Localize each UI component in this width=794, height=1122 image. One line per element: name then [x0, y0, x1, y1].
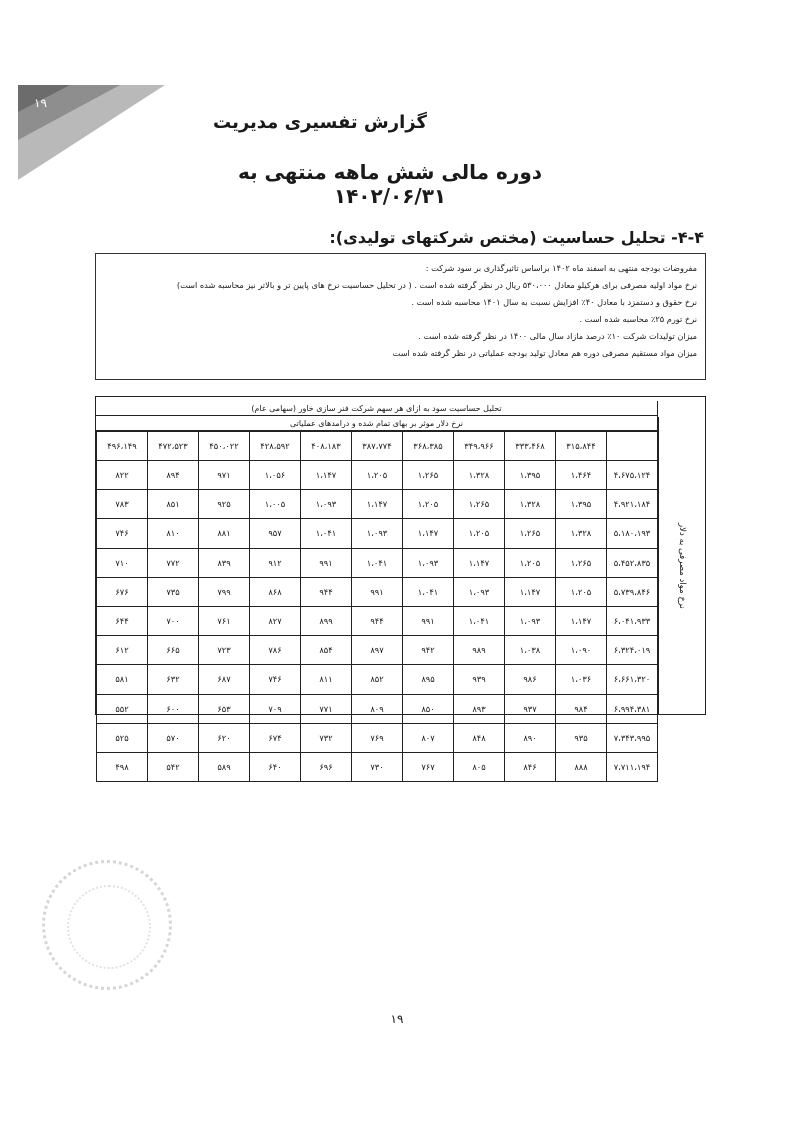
- table-row: [97, 636, 658, 665]
- row-label: ۶،۰۴۱،۹۳۳: [607, 606, 658, 635]
- row-axis-label: [658, 417, 705, 714]
- table-cell: ۱،۱۴۷: [403, 519, 454, 548]
- column-header: ۳۸۷،۷۷۴: [352, 432, 403, 461]
- table-cell: ۸۹۴: [148, 461, 199, 490]
- table-cell: ۹۸۶: [505, 665, 556, 694]
- table-row: [97, 723, 658, 752]
- column-header: ۴۲۸،۵۹۲: [250, 432, 301, 461]
- table-row: [97, 519, 658, 548]
- row-label: ۴،۹۲۱،۱۸۴: [607, 490, 658, 519]
- table-cell: ۱،۰۹۳: [454, 577, 505, 606]
- table-cell: ۹۹۱: [403, 606, 454, 635]
- table-cell: ۶۲۰: [199, 723, 250, 752]
- table-cell: ۷۰۹: [250, 694, 301, 723]
- table-cell: ۸۰۷: [403, 723, 454, 752]
- table-cell: ۹۴۲: [403, 636, 454, 665]
- table-row: [97, 577, 658, 606]
- table-cell: ۱،۱۴۷: [301, 461, 352, 490]
- table-cell: ۷۶۷: [403, 752, 454, 781]
- table-cell: ۶۶۵: [148, 636, 199, 665]
- table-cell: ۸۹۵: [403, 665, 454, 694]
- corner-cell: [607, 432, 658, 461]
- row-label: ۷،۷۱۱،۱۹۴: [607, 752, 658, 781]
- table-row: [97, 606, 658, 635]
- table-cell: ۸۸۸: [556, 752, 607, 781]
- table-cell: ۶۵۳: [199, 694, 250, 723]
- table-cell: ۶۴۴: [97, 606, 148, 635]
- table-subtitle: نرخ دلار موثر بر بهای تمام شده و درامدهای عملیاتی: [96, 416, 658, 431]
- table-cell: ۹۲۵: [199, 490, 250, 519]
- column-header: ۴۹۶،۱۴۹: [97, 432, 148, 461]
- table-row: [97, 665, 658, 694]
- table-cell: ۷۴۶: [250, 665, 301, 694]
- table-row: [97, 548, 658, 577]
- assumption-line: نرخ تورم ۲۵٪ محاسبه شده است .: [579, 314, 697, 324]
- table-cell: ۸۹۰: [505, 723, 556, 752]
- table-cell: ۷۶۱: [199, 606, 250, 635]
- table-cell: ۸۸۱: [199, 519, 250, 548]
- table-cell: ۹۴۴: [301, 577, 352, 606]
- table-cell: ۱،۰۴۱: [352, 548, 403, 577]
- table-cell: ۷۹۹: [199, 577, 250, 606]
- table-cell: ۸۰۵: [454, 752, 505, 781]
- table-cell: ۹۸۹: [454, 636, 505, 665]
- table-cell: ۵۴۲: [148, 752, 199, 781]
- corner-decoration: [0, 0, 170, 180]
- column-header: ۴۷۲،۵۲۳: [148, 432, 199, 461]
- assumption-line: نرخ مواد اولیه مصرفی برای هرکیلو معادل ۵۳۰،۰۰۰ ریال در نظر گرفته شده است . ( در تحلیل حساسیت نرخ های پایین تر و بالاتر نیز محاسبه شده است): [176, 280, 697, 290]
- table-cell: ۸۲۷: [250, 606, 301, 635]
- table-cell: ۹۳۷: [505, 694, 556, 723]
- table-cell: ۸۹۷: [352, 636, 403, 665]
- table-cell: ۱،۰۴۱: [454, 606, 505, 635]
- row-axis-label-text: نرخ مواد مصرفی به دلار: [677, 522, 687, 609]
- table-cell: ۱،۱۴۷: [352, 490, 403, 519]
- table-cell: ۵۸۹: [199, 752, 250, 781]
- table-cell: ۸۹۳: [454, 694, 505, 723]
- table-cell: ۱،۲۰۵: [556, 577, 607, 606]
- table-cell: ۱،۲۶۵: [403, 461, 454, 490]
- table-cell: ۸۲۲: [97, 461, 148, 490]
- table-header-row: [97, 432, 658, 461]
- table-cell: ۸۱۱: [301, 665, 352, 694]
- table-cell: ۷۳۵: [148, 577, 199, 606]
- table-cell: ۵۸۱: [97, 665, 148, 694]
- table-cell: ۱،۰۳۸: [505, 636, 556, 665]
- table-cell: ۱،۰۴۱: [301, 519, 352, 548]
- table-cell: ۱،۰۰۵: [250, 490, 301, 519]
- table-cell: ۵۵۲: [97, 694, 148, 723]
- row-label: ۴،۶۷۵،۱۲۴: [607, 461, 658, 490]
- table-cell: ۱،۲۰۵: [454, 519, 505, 548]
- table-cell: ۷۷۲: [148, 548, 199, 577]
- table-cell: ۱،۰۹۳: [301, 490, 352, 519]
- table-cell: ۷۸۳: [97, 490, 148, 519]
- section-heading: ۴-۴- تحلیل حساسیت (مختص شرکتهای تولیدی):: [329, 228, 704, 247]
- table-cell: ۹۹۱: [301, 548, 352, 577]
- column-header: ۳۴۹،۹۶۶: [454, 432, 505, 461]
- table-cell: ۱،۰۹۰: [556, 636, 607, 665]
- table-cell: ۹۹۱: [352, 577, 403, 606]
- table-cell: ۱،۳۲۸: [505, 490, 556, 519]
- company-seal: [42, 860, 172, 990]
- table-cell: ۹۳۵: [556, 723, 607, 752]
- table-cell: ۷۳۰: [352, 752, 403, 781]
- table-cell: ۱،۱۴۷: [505, 577, 556, 606]
- table-cell: ۱،۴۶۴: [556, 461, 607, 490]
- table-cell: ۸۳۹: [199, 548, 250, 577]
- table-cell: ۱،۳۹۵: [556, 490, 607, 519]
- table-cell: ۱،۱۴۷: [556, 606, 607, 635]
- table-cell: ۱،۱۴۷: [454, 548, 505, 577]
- table-cell: ۸۶۸: [250, 577, 301, 606]
- table-cell: ۷۴۶: [97, 519, 148, 548]
- row-label: ۵،۱۸۰،۱۹۳: [607, 519, 658, 548]
- column-header: ۳۱۵،۸۴۴: [556, 432, 607, 461]
- table-cell: ۸۵۲: [352, 665, 403, 694]
- assumption-line: میزان تولیدات شرکت ۱۰٪ درصد مازاد سال مالی ۱۴۰۰ در نظر گرفته شده است .: [418, 331, 697, 341]
- table-cell: ۹۳۹: [454, 665, 505, 694]
- row-label: ۶،۳۲۴،۰۱۹: [607, 636, 658, 665]
- assumption-line: میزان مواد مستقیم مصرفی دوره هم معادل تولید بودجه عملیاتی در نظر گرفته شده است: [392, 348, 697, 358]
- table-cell: ۱،۲۶۵: [556, 548, 607, 577]
- table-row: [97, 490, 658, 519]
- corner-page-number: ۱۹: [34, 96, 47, 110]
- column-header: ۳۶۸،۳۸۵: [403, 432, 454, 461]
- table-cell: ۱،۳۲۸: [454, 461, 505, 490]
- table-cell: ۱،۰۹۳: [352, 519, 403, 548]
- row-label: ۶،۹۹۴،۳۸۱: [607, 694, 658, 723]
- table-cell: ۱،۲۰۵: [352, 461, 403, 490]
- table-cell: ۸۴۶: [505, 752, 556, 781]
- table-cell: ۸۵۱: [148, 490, 199, 519]
- table-cell: ۶۷۶: [97, 577, 148, 606]
- table-cell: ۶۰۰: [148, 694, 199, 723]
- table-cell: ۱،۰۹۳: [403, 548, 454, 577]
- assumption-line: نرخ حقوق و دستمزد با معادل ۴۰٪ افزایش نسبت به سال ۱۴۰۱ محاسبه شده است .: [411, 297, 697, 307]
- table-cell: ۱،۳۹۵: [505, 461, 556, 490]
- table-cell: ۵۷۰: [148, 723, 199, 752]
- table-cell: ۱،۲۰۵: [505, 548, 556, 577]
- column-header: ۳۳۳،۴۶۸: [505, 432, 556, 461]
- column-header: ۴۵۰،۰۲۲: [199, 432, 250, 461]
- table-title: تحلیل حساسیت سود به ازای هر سهم شرکت فنر سازی خاور (سهامی عام): [96, 401, 658, 416]
- table-cell: ۶۹۶: [301, 752, 352, 781]
- table-row: [97, 694, 658, 723]
- table-cell: ۱،۰۹۳: [505, 606, 556, 635]
- table-cell: ۸۵۴: [301, 636, 352, 665]
- table-cell: ۷۲۳: [199, 636, 250, 665]
- table-cell: ۷۸۶: [250, 636, 301, 665]
- table-cell: ۱،۰۵۶: [250, 461, 301, 490]
- table-cell: ۶۱۲: [97, 636, 148, 665]
- table-cell: ۶۴۰: [250, 752, 301, 781]
- table-cell: ۹۱۲: [250, 548, 301, 577]
- table-cell: ۵۲۵: [97, 723, 148, 752]
- table-cell: ۹۵۷: [250, 519, 301, 548]
- assumption-line: مفروضات بودجه منتهی به اسفند ماه ۱۴۰۲ براساس تاثیرگذاری بر سود شرکت :: [425, 263, 697, 273]
- table-cell: ۱،۲۰۵: [403, 490, 454, 519]
- table-cell: ۸۴۸: [454, 723, 505, 752]
- table-cell: ۶۸۷: [199, 665, 250, 694]
- table-cell: ۱،۲۶۵: [454, 490, 505, 519]
- table-cell: ۷۱۰: [97, 548, 148, 577]
- table-cell: ۱،۰۴۱: [403, 577, 454, 606]
- table-row: [97, 752, 658, 781]
- column-header: ۴۰۸،۱۸۳: [301, 432, 352, 461]
- table-cell: ۶۷۴: [250, 723, 301, 752]
- row-label: ۶،۶۶۱،۳۲۰: [607, 665, 658, 694]
- table-cell: ۴۹۸: [97, 752, 148, 781]
- report-title: گزارش تفسیری مدیریت: [213, 112, 427, 133]
- table-cell: ۶۳۲: [148, 665, 199, 694]
- table-cell: ۱،۲۶۵: [505, 519, 556, 548]
- table-row: [97, 461, 658, 490]
- assumptions-box: [95, 253, 706, 380]
- row-label: ۵،۷۳۹،۸۴۶: [607, 577, 658, 606]
- row-label: ۵،۴۵۲،۸۳۵: [607, 548, 658, 577]
- table-cell: ۹۸۴: [556, 694, 607, 723]
- row-label: ۷،۳۴۳،۹۹۵: [607, 723, 658, 752]
- sensitivity-grid: [96, 431, 658, 782]
- table-cell: ۷۷۱: [301, 694, 352, 723]
- table-cell: ۸۹۹: [301, 606, 352, 635]
- report-subtitle: دوره مالی شش ماهه منتهی به ۱۴۰۲/۰۶/۳۱: [237, 160, 543, 208]
- table-cell: ۷۶۹: [352, 723, 403, 752]
- page-number: ۱۹: [390, 1012, 404, 1026]
- table-cell: ۱،۳۲۸: [556, 519, 607, 548]
- table-cell: ۹۷۱: [199, 461, 250, 490]
- table-cell: ۸۰۹: [352, 694, 403, 723]
- table-cell: ۱،۰۳۶: [556, 665, 607, 694]
- table-cell: ۷۰۰: [148, 606, 199, 635]
- table-cell: ۸۱۰: [148, 519, 199, 548]
- sensitivity-table: [95, 396, 706, 772]
- table-cell: ۷۳۲: [301, 723, 352, 752]
- table-cell: ۸۵۰: [403, 694, 454, 723]
- table-cell: ۹۴۴: [352, 606, 403, 635]
